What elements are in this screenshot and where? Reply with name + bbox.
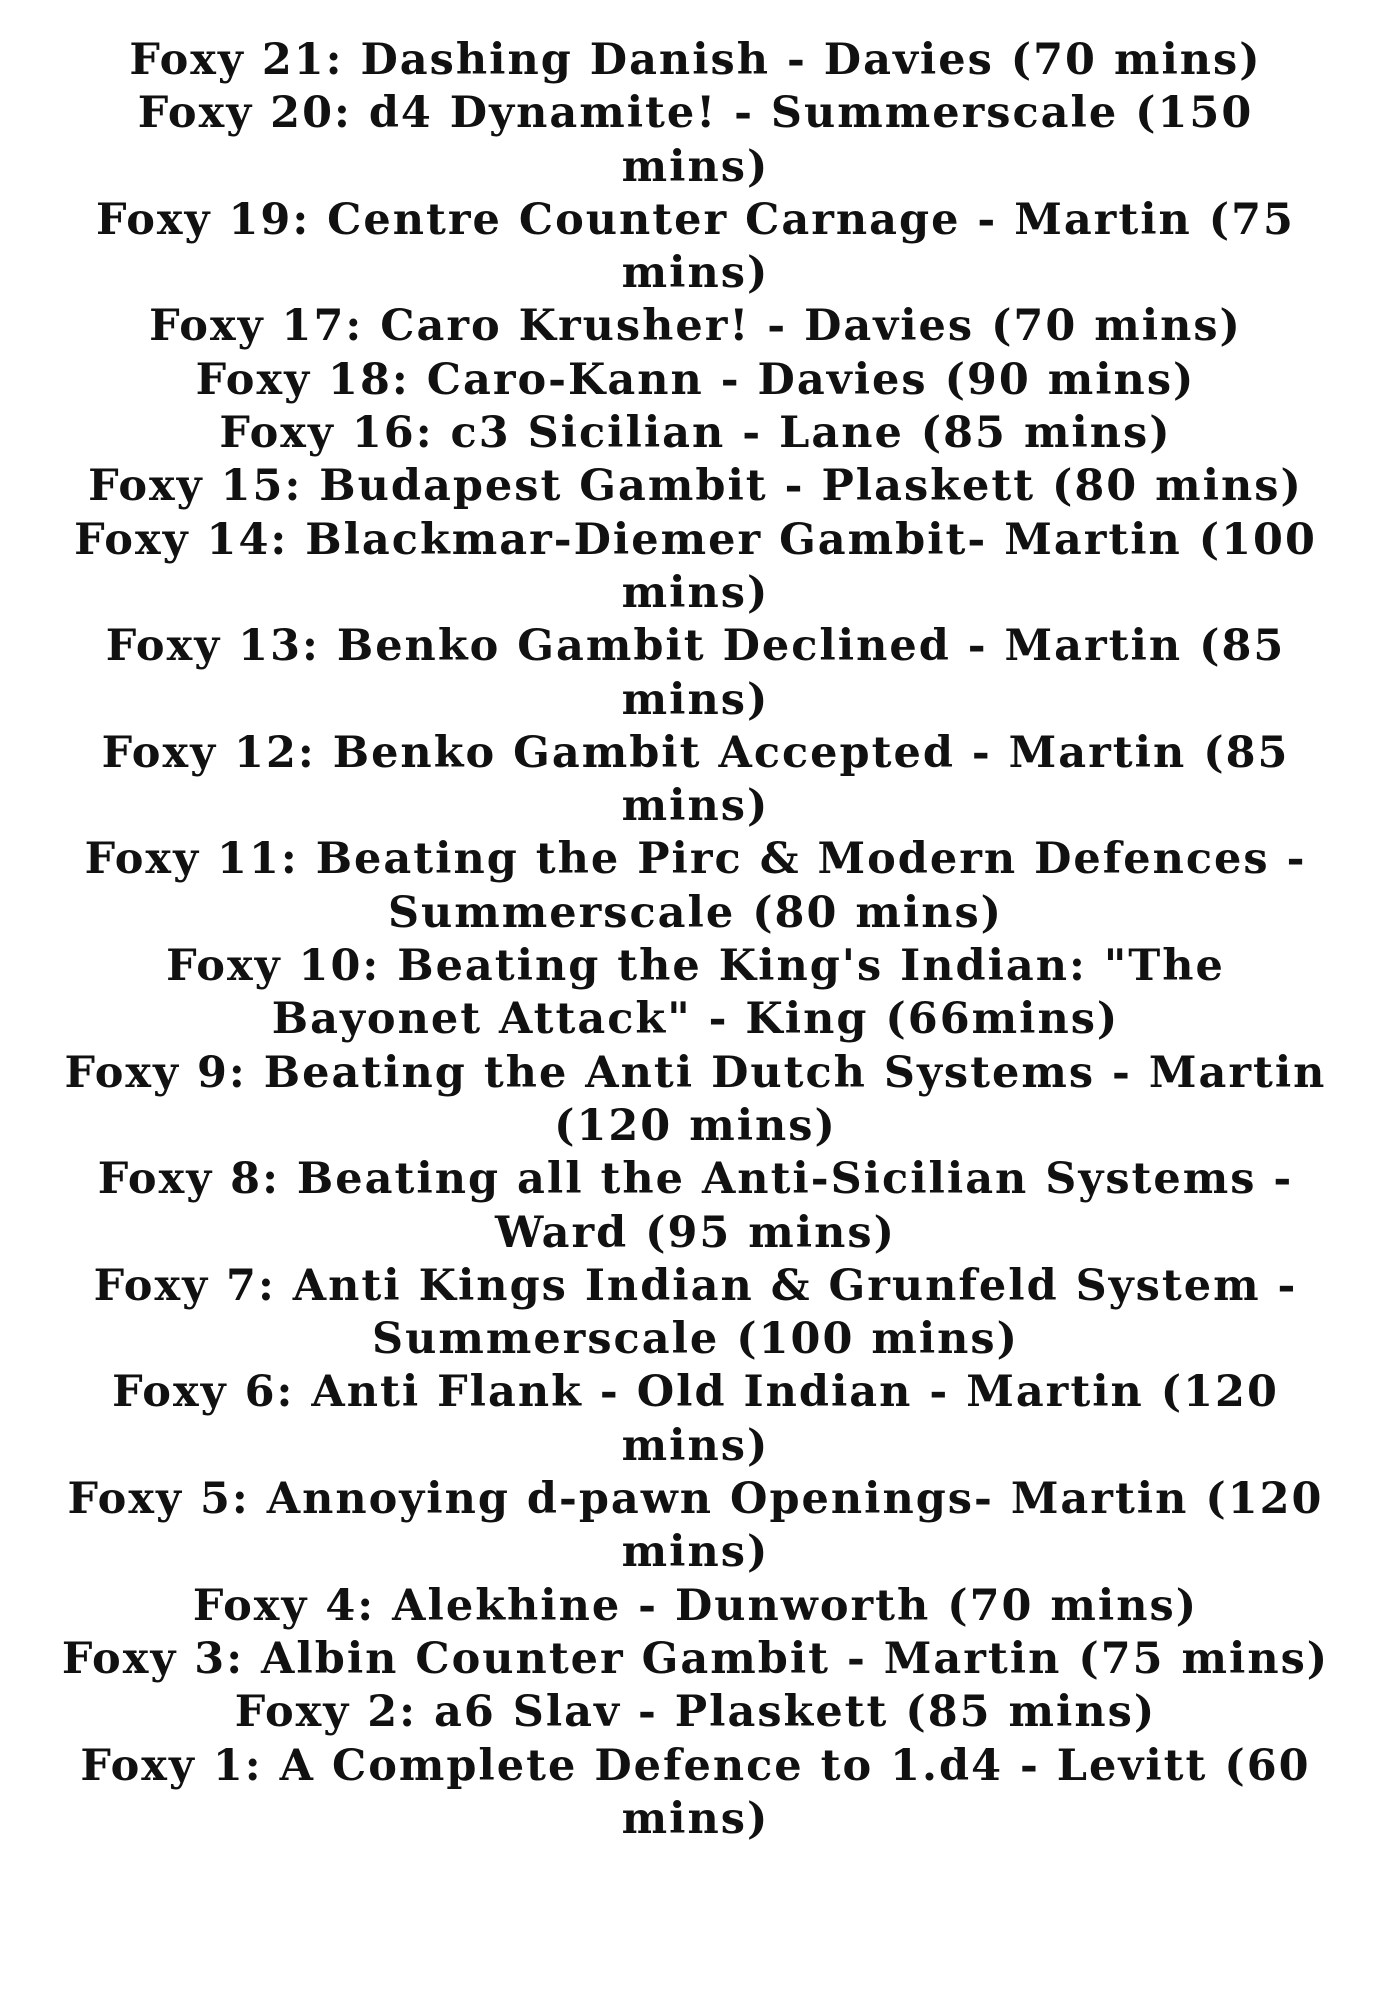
list-item: Foxy 21: Dashing Danish - Davies (70 mins) <box>129 35 1262 85</box>
list-item: Foxy 5: Annoying d-pawn Openings- Martin (120 mins) <box>67 1474 1324 1578</box>
list-item: Foxy 19: Centre Counter Carnage - Martin (75 mins) <box>96 194 1295 299</box>
dvd-title-list <box>60 34 1331 1846</box>
list-item: Foxy 1: A Complete Defence to 1.d4 - Levitt (60 mins) <box>80 1740 1311 1844</box>
list-item: Foxy 13: Benko Gambit Declined - Martin (85 mins) <box>105 621 1286 725</box>
list-item: Foxy 3: Albin Counter Gambit - Martin (75 mins) <box>61 1633 1330 1684</box>
list-item: Foxy 4: Alekhine - Dunworth (70 mins) <box>192 1580 1199 1631</box>
list-item: Foxy 9: Beating the Anti Dutch Systems - Martin (120 mins) <box>64 1047 1327 1151</box>
list-item: Foxy 8: Beating all the Anti-Sicilian Systems - Ward (95 mins) <box>97 1154 1294 1258</box>
list-item: Foxy 6: Anti Flank - Old Indian - Martin (120 mins) <box>112 1367 1279 1471</box>
list-item: Foxy 10: Beating the King's Indian: "The Bayonet Attack" - King (66mins) <box>166 941 1225 1045</box>
list-item: Foxy 15: Budapest Gambit - Plaskett (80 mins) <box>88 461 1303 512</box>
list-item: Foxy 14: Blackmar-Diemer Gambit- Martin (100 mins) <box>74 514 1317 618</box>
list-item: Foxy 12: Benko Gambit Accepted - Martin (85 mins) <box>101 727 1290 832</box>
list-item: Foxy 17: Caro Krusher! - Davies (70 mins) <box>149 301 1242 352</box>
list-item: Foxy 2: a6 Slav - Plaskett (85 mins) <box>234 1687 1157 1738</box>
list-item: Foxy 16: c3 Sicilian - Lane (85 mins) <box>219 408 1172 459</box>
list-item: Foxy 20: d4 Dynamite! - Summerscale (150 mins) <box>137 88 1254 192</box>
list-item: Foxy 18: Caro-Kann - Davies (90 mins) <box>195 354 1196 405</box>
list-item: Foxy 7: Anti Kings Indian & Grunfeld System - Summerscale (100 mins) <box>93 1260 1298 1365</box>
list-item: Foxy 11: Beating the Pirc & Modern Defences - Summerscale (80 mins) <box>84 834 1307 938</box>
